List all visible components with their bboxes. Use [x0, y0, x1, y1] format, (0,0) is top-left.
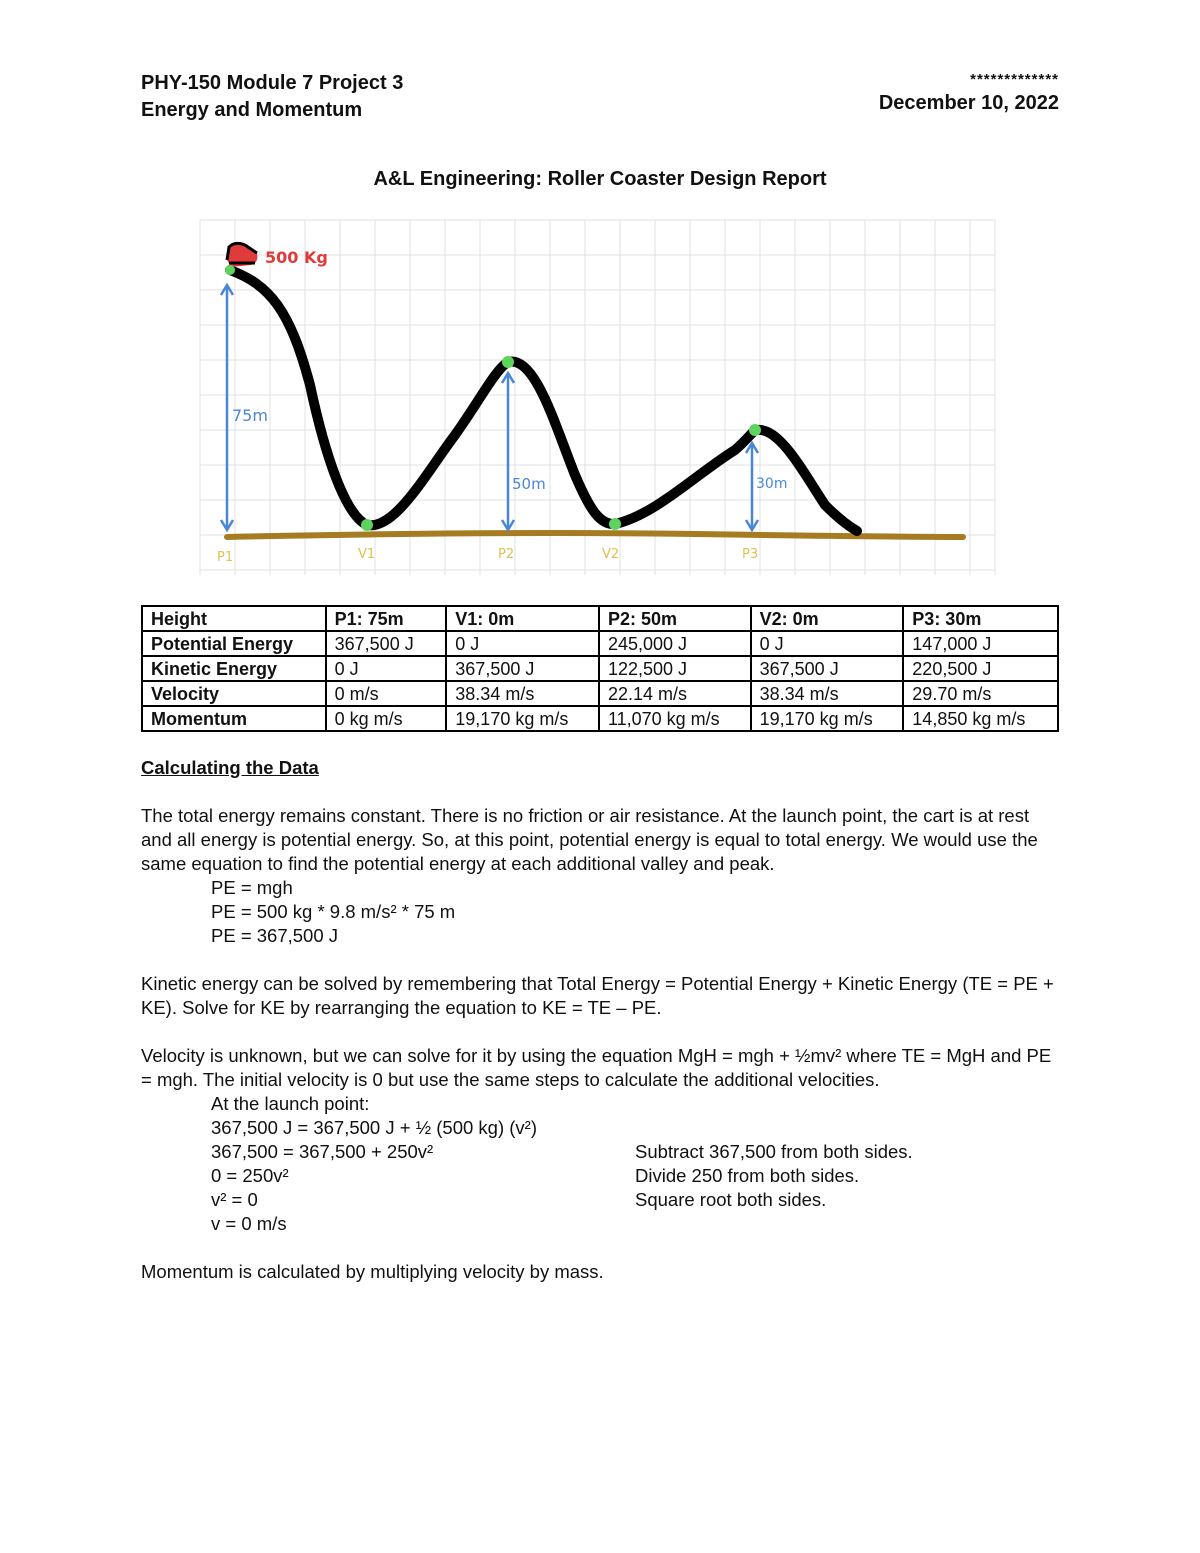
- point-label-v2: V2: [602, 547, 620, 562]
- redacted-name: *************: [970, 71, 1059, 88]
- marker-v1: [361, 519, 373, 531]
- equation-row: [141, 1188, 1061, 1212]
- table-cell: Potential Energy: [142, 631, 326, 656]
- equation-line: PE = 367,500 J: [211, 925, 339, 946]
- header-right: [879, 70, 1059, 117]
- roller-coaster-diagram: [195, 215, 1000, 600]
- paragraph-velocity: Velocity is unknown, but we can solve for it by using the equation MgH = mgh + ½mv² where TE = MgH and PE = mgh. The initial velocity is 0 but use the same steps to calculate the additional velocities.: [141, 1045, 1052, 1090]
- table-cell: V2: 0m: [751, 606, 904, 631]
- equation-line: v = 0 m/s: [211, 1213, 287, 1234]
- equation-note: Square root both sides.: [635, 1189, 827, 1210]
- paragraph-momentum: Momentum is calculated by multiplying velocity by mass.: [141, 1261, 604, 1282]
- cart: [227, 243, 257, 267]
- table-cell: 22.14 m/s: [599, 681, 751, 706]
- table-row: [142, 706, 1058, 731]
- table-cell: 38.34 m/s: [751, 681, 904, 706]
- equation-note: Divide 250 from both sides.: [635, 1165, 860, 1186]
- course-subtitle: Energy and Momentum: [141, 99, 363, 121]
- table-cell: 367,500 J: [326, 631, 447, 656]
- report-date: December 10, 2022: [878, 92, 1059, 114]
- table-row: [142, 606, 1058, 631]
- table-cell: 14,850 kg m/s: [903, 706, 1058, 731]
- table-cell: 0 J: [446, 631, 599, 656]
- table-cell: 147,000 J: [903, 631, 1058, 656]
- table-cell: 0 J: [751, 631, 904, 656]
- height-label-75m: 75m: [232, 406, 268, 425]
- marker-p3: [749, 424, 761, 436]
- table-cell: 245,000 J: [599, 631, 751, 656]
- height-label-50m: 50m: [512, 475, 546, 493]
- arrow-50m: [502, 373, 514, 530]
- course-title: PHY-150 Module 7 Project 3: [141, 72, 404, 94]
- table-cell: Height: [142, 606, 326, 631]
- equation-line: PE = mgh: [211, 877, 293, 898]
- table-cell: 19,170 kg m/s: [446, 706, 599, 731]
- equation-line: 0 = 250v²: [211, 1165, 289, 1186]
- table-cell: P2: 50m: [599, 606, 751, 631]
- equation-row: [141, 1140, 1061, 1164]
- table-cell: Velocity: [142, 681, 326, 706]
- point-label-p1: P1: [217, 550, 234, 565]
- table-row: [142, 631, 1058, 656]
- point-label-p3: P3: [742, 547, 759, 562]
- table-row: [142, 656, 1058, 681]
- table-cell: 0 m/s: [326, 681, 447, 706]
- report-title: A&L Engineering: Roller Coaster Design Report: [373, 168, 827, 190]
- table-cell: 29.70 m/s: [903, 681, 1058, 706]
- table-cell: 122,500 J: [599, 656, 751, 681]
- table-cell: Momentum: [142, 706, 326, 731]
- cart-mass-label: 500 Kg: [265, 248, 328, 267]
- equation-note: Subtract 367,500 from both sides.: [635, 1141, 913, 1162]
- point-labels: [217, 547, 758, 565]
- table-cell: 0 J: [326, 656, 447, 681]
- energy-table: [141, 605, 1059, 732]
- table-cell: 0 kg m/s: [326, 706, 447, 731]
- table-cell: 38.34 m/s: [446, 681, 599, 706]
- table-cell: 367,500 J: [751, 656, 904, 681]
- marker-p1: [225, 265, 235, 275]
- report-body: [141, 756, 1061, 1284]
- equation-line: PE = 500 kg * 9.8 m/s² * 75 m: [211, 901, 456, 922]
- section-title: Calculating the Data: [141, 757, 319, 778]
- marker-p2: [502, 356, 514, 368]
- point-label-p2: P2: [498, 547, 515, 562]
- table-cell: V1: 0m: [446, 606, 599, 631]
- launch-point-label: At the launch point:: [211, 1093, 370, 1114]
- paragraph-total-energy: The total energy remains constant. There is no friction or air resistance. At the launch point, the cart is at rest and all energy is potential energy. So, at this point, potential energy is equal to total energy. We would use the same equation to find the potential energy at each additional valley and peak.: [141, 805, 1038, 874]
- table-cell: 11,070 kg m/s: [599, 706, 751, 731]
- height-label-30m: 30m: [756, 476, 788, 492]
- equation-line: 367,500 J = 367,500 J + ½ (500 kg) (v²): [211, 1117, 537, 1138]
- table-row: [142, 681, 1058, 706]
- equation-line: v² = 0: [211, 1189, 258, 1210]
- marker-v2: [609, 518, 621, 530]
- table-cell: 220,500 J: [903, 656, 1058, 681]
- table-cell: 367,500 J: [446, 656, 599, 681]
- header-left: [141, 70, 403, 124]
- point-label-v1: V1: [358, 547, 376, 562]
- equation-line: 367,500 = 367,500 + 250v²: [211, 1141, 434, 1162]
- table-cell: P1: 75m: [326, 606, 447, 631]
- equation-row: [141, 1164, 1061, 1188]
- paragraph-kinetic-energy: Kinetic energy can be solved by remembering that Total Energy = Potential Energy + Kinetic Energy (TE = PE + KE). Solve for KE by rearranging the equation to KE = TE – PE.: [141, 973, 1054, 1018]
- table-cell: Kinetic Energy: [142, 656, 326, 681]
- table-cell: 19,170 kg m/s: [751, 706, 904, 731]
- table-cell: P3: 30m: [903, 606, 1058, 631]
